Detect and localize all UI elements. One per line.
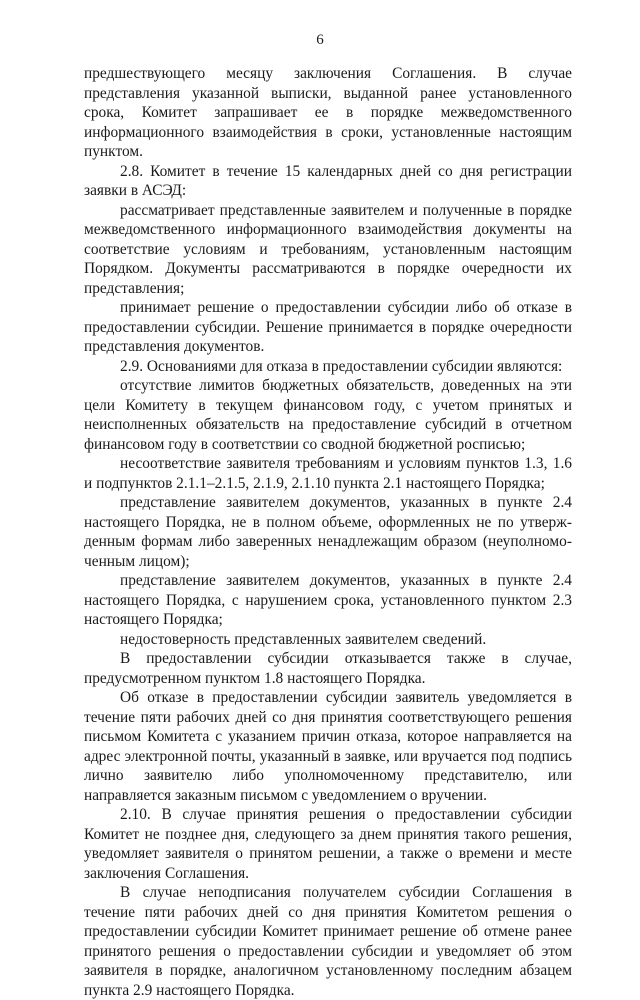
paragraph-review: рассматривает представленные заявителем и полученные в порядке межведомственного информационного взаимодействия документы на соответствие условиям и требованиям, установленным настоящим Порядком. Документы рассматриваются в порядке очередности их представления; xyxy=(84,201,572,297)
paragraph-2-10: 2.10. В случае принятия решения о предоставлении субсидии Комитет не позднее дня, следующего за днем принятия такого решения, уведомляет заявителя о принятом решении, а также о времени и месте заключения Соглашения. xyxy=(84,806,572,882)
paragraph-refusal-unreliable: недостоверность представленных заявителем сведений. xyxy=(120,630,487,648)
paragraph-continuation: предшествующего месяцу заключения Соглашения. В случае представления указанной выписки, выданной ранее установленного срока, Комитет запрашивает ее в порядке межведомственного информационного взаимодействия в сроки, установленные настоящим пунктом. xyxy=(84,65,572,160)
paragraph-refusal-1-8: В предоставлении субсидии отказывается также в случае, предусмотренном пунктом 1.8 настоящего Порядка. xyxy=(84,650,572,687)
paragraph-refusal-incomplete: представление заявителем документов, указанных в пункте 2.4 настоящего Порядка, не в полном объеме, оформленных не по утвержденным формам либо заверенных ненадлежащим образом (неуполномоченным лицом); xyxy=(84,494,572,570)
paragraph-refusal-notice: Об отказе в предоставлении субсидии заявитель уведомляется в течение пяти рабочих дней со дня принятия соответствующего решения письмом Комитета с указанием причин отказа, которое направляется на адрес электронной почты, указанный в заявке, или вручается под подпись лично заявителю либо уполномоченному представителю, или направляется заказным письмом с уведомлением о вручении. xyxy=(84,689,572,804)
paragraph-2-9: 2.9. Основаниями для отказа в предоставлении субсидии являются: xyxy=(120,357,563,375)
document-body xyxy=(84,64,572,1000)
paragraph-refusal-limits: отсутствие лимитов бюджетных обязательств, доведенных на эти цели Комитету в текущем финансовом году, с учетом принятых и неисполненных обязательств на предоставление субсидий в отчетном финансовом году в соответствии со сводной бюджетной росписью; xyxy=(84,377,572,453)
paragraph-2-8: 2.8. Комитет в течение 15 календарных дней со дня регистрации заявки в АСЭД: xyxy=(84,162,572,199)
paragraph-non-signing: В случае неподписания получателем субсидии Соглашения в течение пяти рабочих дней со дня принятия Комитетом решения о предоставлении субсидии Комитет принимает решение об отмене ранее принятого решения о предоставлении субсидии и уведомляет об этом заявителя в порядке, аналогичном установленному последним абзацем пункта 2.9 настоящего Порядка. xyxy=(84,884,572,999)
paragraph-refusal-deadline: представление заявителем документов, указанных в пункте 2.4 настоящего Порядка, с нарушением срока, установленного пунктом 2.3 настоящего Порядка; xyxy=(84,572,572,628)
paragraph-decision: принимает решение о предоставлении субсидии либо об отказе в предоставлении субсидии. Решение принимается в порядке очередности представления документов. xyxy=(84,299,572,355)
page-number: 6 xyxy=(316,32,324,48)
paragraph-refusal-requirements: несоответствие заявителя требованиям и условиям пунктов 1.3, 1.6 и подпунктов 2.1.1–2.1.5, 2.1.9, 2.1.10 пункта 2.1 настоящего Порядка; xyxy=(84,455,572,492)
